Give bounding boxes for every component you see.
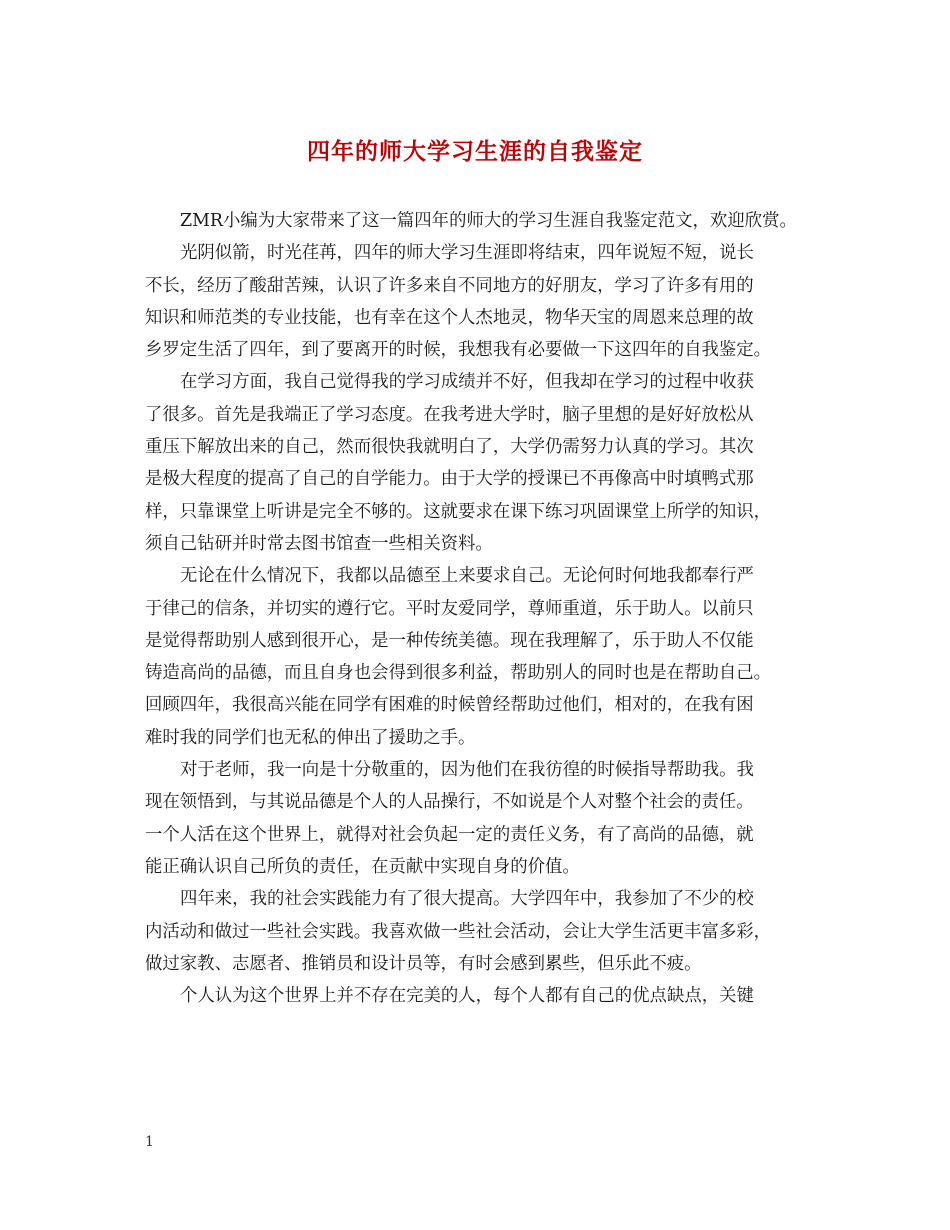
text-line: 难时我的同学们也无私的伸出了援助之手。 (145, 727, 476, 748)
text-line: 四年来，我的社会实践能力有了很大提高。大学四年中，我参加了不少的校 (180, 889, 754, 910)
text-line: 能正确认识自己所负的责任，在贡献中实现自身的价值。 (145, 856, 580, 877)
text-line: 光阴似箭，时光荏苒，四年的师大学习生涯即将结束，四年说短不短，说长 (180, 243, 754, 264)
text-line: 重压下解放出来的自己，然而很快我就明白了，大学仍需努力认真的学习。其次 (145, 437, 754, 458)
text-line: 是觉得帮助别人感到很开心，是一种传统美德。现在我理解了，乐于助人不仅能 (145, 630, 754, 651)
text-line: 了很多。首先是我端正了学习态度。在我考进大学时，脑子里想的是好好放松从 (145, 404, 754, 425)
text-line: 无论在什么情况下，我都以品德至上来要求自己。无论何时何地我都奉行严 (180, 566, 754, 587)
text-line: 样，只靠课堂上听讲是完全不够的。这就要求在课下练习巩固课堂上所学的知识， (145, 501, 772, 522)
text-line: 做过家教、志愿者、推销员和设计员等，有时会感到累些，但乐此不疲。 (145, 953, 702, 974)
text-line: 于律己的信条，并切实的遵行它。平时友爱同学，尊师重道，乐于助人。以前只 (145, 598, 754, 619)
text-line: 现在领悟到，与其说品德是个人的人品操行，不如说是个人对整个社会的责任。 (145, 792, 754, 813)
text-line: 是极大程度的提高了自己的自学能力。由于大学的授课已不再像高中时填鸭式那 (145, 469, 754, 490)
text-line: 铸造高尚的品德，而且自身也会得到很多利益，帮助别人的同时也是在帮助自己。 (145, 663, 772, 684)
text-line: 一个人活在这个世界上，就得对社会负起一定的责任义务，有了高尚的品德，就 (145, 824, 754, 845)
page-number: 1 (145, 1134, 154, 1150)
document-body (145, 205, 813, 1012)
text-line: 回顾四年，我很高兴能在同学有困难的时候曾经帮助过他们，相对的，在我有困 (145, 695, 754, 716)
text-line: 知识和师范类的专业技能，也有幸在这个人杰地灵，物华天宝的周恩来总理的故 (145, 307, 754, 328)
text-line: 内活动和做过一些社会实践。我喜欢做一些社会活动，会让大学生活更丰富多彩， (145, 921, 772, 942)
text-line: 须自己钻研并时常去图书馆查一些相关资料。 (145, 533, 493, 554)
text-line: 不长，经历了酸甜苦辣，认识了许多来自不同地方的好朋友，学习了许多有用的 (145, 275, 754, 296)
text-line: 在学习方面，我自己觉得我的学习成绩并不好，但我却在学习的过程中收获 (180, 372, 754, 393)
text-line: 个人认为这个世界上并不存在完美的人，每个人都有自己的优点缺点，关键 (180, 986, 754, 1007)
text-line: 乡罗定生活了四年，到了要离开的时候，我想我有必要做一下这四年的自我鉴定。 (145, 340, 772, 361)
text-line: 对于老师，我一向是十分敬重的，因为他们在我彷徨的时候指导帮助我。我 (180, 760, 754, 781)
document-title: 四年的师大学习生涯的自我鉴定 (307, 139, 643, 165)
text-line: ZMR小编为大家带来了这一篇四年的师大的学习生涯自我鉴定范文，欢迎欣赏。 (180, 211, 797, 231)
